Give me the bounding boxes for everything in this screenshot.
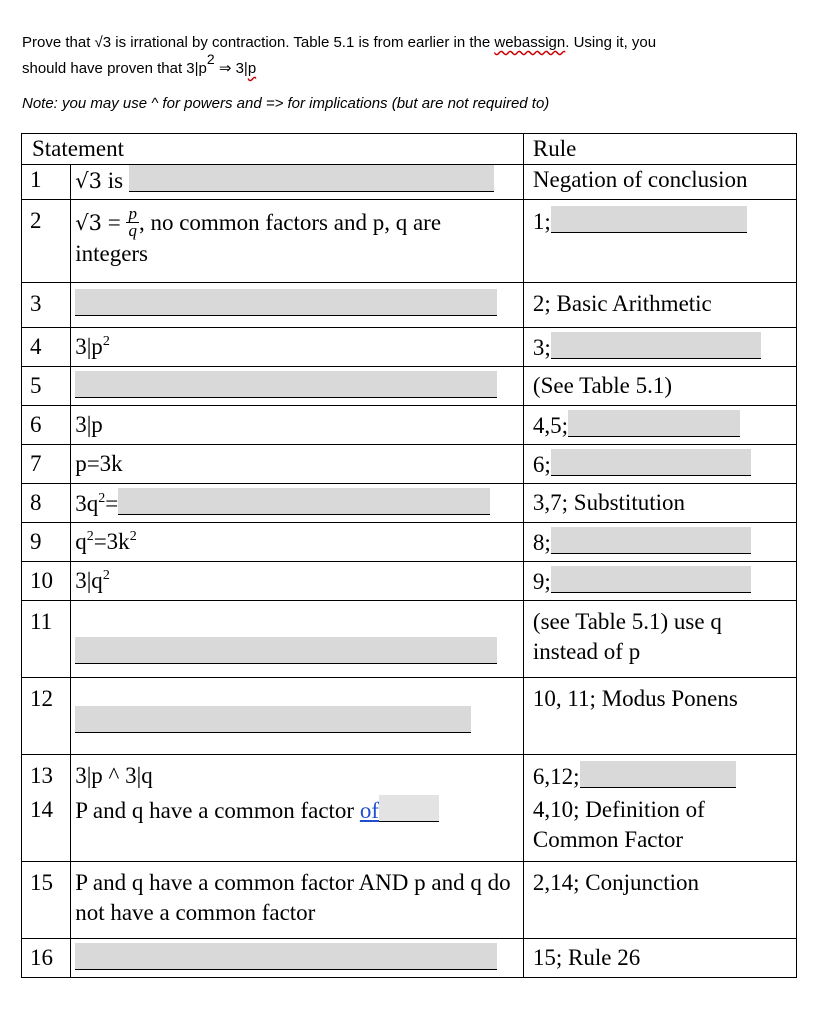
rule-cell: Negation of conclusion (523, 165, 796, 200)
statement-cell: √3 = $\frac{p}{q}$ , no common factors and p, q are integers (71, 200, 524, 283)
table-row (22, 445, 797, 484)
step-number: 14 (22, 795, 71, 862)
answer-blank[interactable] (551, 206, 747, 233)
statement-cell (71, 283, 524, 328)
table-row (22, 367, 797, 406)
table-row (22, 406, 797, 445)
table-row (22, 678, 797, 755)
table-row (22, 328, 797, 367)
statement-cell (71, 678, 524, 755)
prompt-text (22, 30, 802, 82)
sqrt3-symbol: √3 (94, 34, 112, 51)
rule-cell: 3,7; Substitution (523, 484, 796, 523)
statement-cell: $3|q^2$ (71, 562, 524, 601)
step-number: 15 (22, 862, 71, 939)
table-row (22, 755, 797, 796)
answer-blank[interactable] (568, 410, 740, 437)
rule-header: Rule (523, 134, 796, 165)
rule-cell: 15; Rule 26 (523, 939, 796, 978)
intro-line1-b: is irrational by contraction. Table 5.1 is from earlier in the (111, 34, 495, 51)
step-number: 10 (22, 562, 71, 601)
rule-cell: 4,5; (523, 406, 796, 445)
answer-blank[interactable] (75, 706, 471, 733)
statement-header: Statement (22, 134, 524, 165)
rule-cell: 4,10; Definition of Common Factor (523, 795, 796, 862)
statement-cell (71, 601, 524, 678)
statement-cell: p=3k (71, 445, 524, 484)
step-number: 7 (22, 445, 71, 484)
header-row (22, 134, 797, 165)
table-row (22, 795, 797, 862)
proof-table (21, 133, 797, 978)
rule-cell: 10, 11; Modus Ponens (523, 678, 796, 755)
answer-blank[interactable] (551, 449, 751, 476)
answer-blank[interactable] (129, 165, 494, 192)
answer-blank[interactable] (75, 289, 497, 316)
statement-cell: $q^2=3k^2$ (71, 523, 524, 562)
answer-blank[interactable] (118, 488, 490, 515)
step-number: 16 (22, 939, 71, 978)
step-number: 12 (22, 678, 71, 755)
step-number: 4 (22, 328, 71, 367)
sqrt3-symbol: √3 (75, 211, 102, 235)
table-row (22, 523, 797, 562)
table-row (22, 200, 797, 283)
answer-blank[interactable] (551, 332, 761, 359)
webassign-text: webassign (494, 34, 566, 51)
rule-cell: (See Table 5.1) (523, 367, 796, 406)
table-row (22, 283, 797, 328)
intro-line1-c: . Using it, you (565, 34, 657, 51)
step-number: 13 (22, 755, 71, 796)
rule-cell: (see Table 5.1) use q instead of p (523, 601, 796, 678)
rule-cell: 2,14; Conjunction (523, 862, 796, 939)
statement-cell: P and q have a common factor AND p and q do not have a common factor (71, 862, 524, 939)
rule-cell: 9; (523, 562, 796, 601)
statement-cell: 3|p (71, 406, 524, 445)
table-row (22, 862, 797, 939)
statement-cell: $3|p^2$ (71, 328, 524, 367)
of-link[interactable]: of (359, 798, 380, 823)
step-number: 9 (22, 523, 71, 562)
rule-cell: 8; (523, 523, 796, 562)
step-number: 3 (22, 283, 71, 328)
statement-cell: √3 is (71, 165, 524, 200)
answer-blank[interactable] (379, 795, 439, 822)
intro-line2-a: should have proven that 3|p (22, 60, 207, 77)
fraction-p-over-q: $\frac{p}{q}$ (128, 204, 137, 240)
step-number: 1 (22, 165, 71, 200)
answer-blank[interactable] (580, 761, 736, 788)
rule-cell: 2; Basic Arithmetic (523, 283, 796, 328)
step-number: 2 (22, 200, 71, 283)
statement-cell: 3|p ^ 3|q (71, 755, 524, 796)
intro-line1-a: Prove that (22, 34, 95, 51)
statement-cell (71, 939, 524, 978)
rule-cell: 6; (523, 445, 796, 484)
table-row (22, 484, 797, 523)
step-number: 8 (22, 484, 71, 523)
intro-exponent: 2 (206, 51, 215, 67)
answer-blank[interactable] (75, 637, 497, 664)
table-row (22, 165, 797, 200)
instruction-note: Note: you may use ^ for powers and => for implications (but are not required to) (22, 95, 550, 112)
table-row (22, 939, 797, 978)
rule-cell: 1; (523, 200, 796, 283)
sqrt3-symbol: √3 (75, 169, 102, 193)
answer-blank[interactable] (551, 566, 751, 593)
step-number: 6 (22, 406, 71, 445)
table-row (22, 601, 797, 678)
statement-cell (71, 367, 524, 406)
rule-cell: 6,12; (523, 755, 796, 796)
answer-blank[interactable] (551, 527, 751, 554)
statement-cell: $3q^2=$ (71, 484, 524, 523)
answer-blank[interactable] (75, 371, 497, 398)
step-number: 11 (22, 601, 71, 678)
rule-cell: 3; (523, 328, 796, 367)
answer-blank[interactable] (75, 943, 497, 970)
step-number: 5 (22, 367, 71, 406)
intro-line2-p: p (247, 60, 257, 77)
table-row (22, 562, 797, 601)
intro-line2-b: ⇒ 3| (214, 60, 248, 77)
statement-cell: P and q have a common factor of (71, 795, 524, 862)
